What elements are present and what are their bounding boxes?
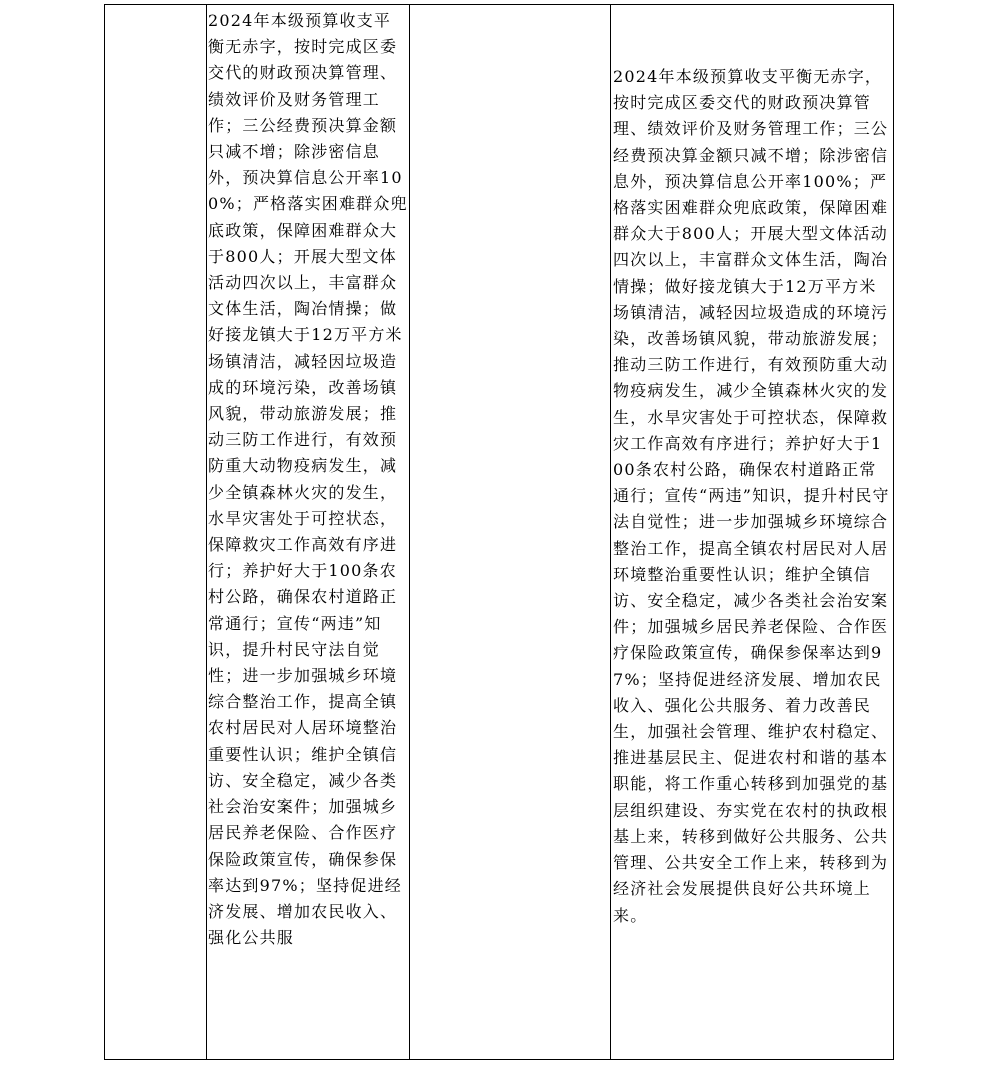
column-divider-1 [206, 5, 207, 1059]
performance-goal-text-column-2: 2024年本级预算收支平衡无赤字，按时完成区委交代的财政预决算管理、绩效评价及财务管理工作；三公经费预决算金额只减不增；除涉密信息外，预决算信息公开率100%；严格落实困难群众兜底政策，保障困难群众大于800人；开展大型文体活动四次以上，丰富群众文体生活，陶冶情操；做好接龙镇大于12万平方米场镇清洁，减轻因垃圾造成的环境污染，改善场镇风貌，带动旅游发展；推动三防工作进行，有效预防重大动物疫病发生，减少全镇森林火灾的发生，水旱灾害处于可控状态，保障救灾工作高效有序进行；养护好大于100条农村公路，确保农村道路正常通行；宣传“两违”知识，提升村民守法自觉性；进一步加强城乡环境综合整治工作，提高全镇农村居民对人居环境整治重要性认识；维护全镇信访、安全稳定，减少各类社会治安案件；加强城乡居民养老保险、合作医疗保险政策宣传，确保参保率达到97%；坚持促进经济发展、增加农民收入、强化公共服 [208, 11, 408, 948]
column-divider-3 [610, 5, 611, 1059]
document-table [104, 4, 894, 1060]
performance-goal-text-column-4: 2024年本级预算收支平衡无赤字，按时完成区委交代的财政预决算管理、绩效评价及财务管理工作；三公经费预决算金额只减不增；除涉密信息外，预决算信息公开率100%；严格落实困难群众兜底政策，保障困难群众大于800人；开展大型文体活动四次以上，丰富群众文体生活，陶冶情操；做好接龙镇大于12万平方米场镇清洁，减轻因垃圾造成的环境污染，改善场镇风貌，带动旅游发展；推动三防工作进行，有效预防重大动物疫病发生，减少全镇森林火灾的发生，水旱灾害处于可控状态，保障救灾工作高效有序进行；养护好大于100条农村公路，确保农村道路正常通行；宣传“两违”知识，提升村民守法自觉性；进一步加强城乡环境综合整治工作，提高全镇农村居民对人居环境整治重要性认识；维护全镇信访、安全稳定，减少各类社会治安案件；加强城乡居民养老保险、合作医疗保险政策宣传，确保参保率达到97%；坚持促进经济发展、增加农民收入、强化公共服务、着力改善民生，加强社会管理、维护农村稳定、推进基层民主、促进农村和谐的基本职能，将工作重心转移到加强党的基层组织建设、夯实党在农村的执政根基上来，转移到做好公共服务、公共管理、公共安全工作上来，转移到为经济社会发展提供良好公共环境上来。 [613, 67, 890, 925]
column-divider-2 [409, 5, 410, 1059]
